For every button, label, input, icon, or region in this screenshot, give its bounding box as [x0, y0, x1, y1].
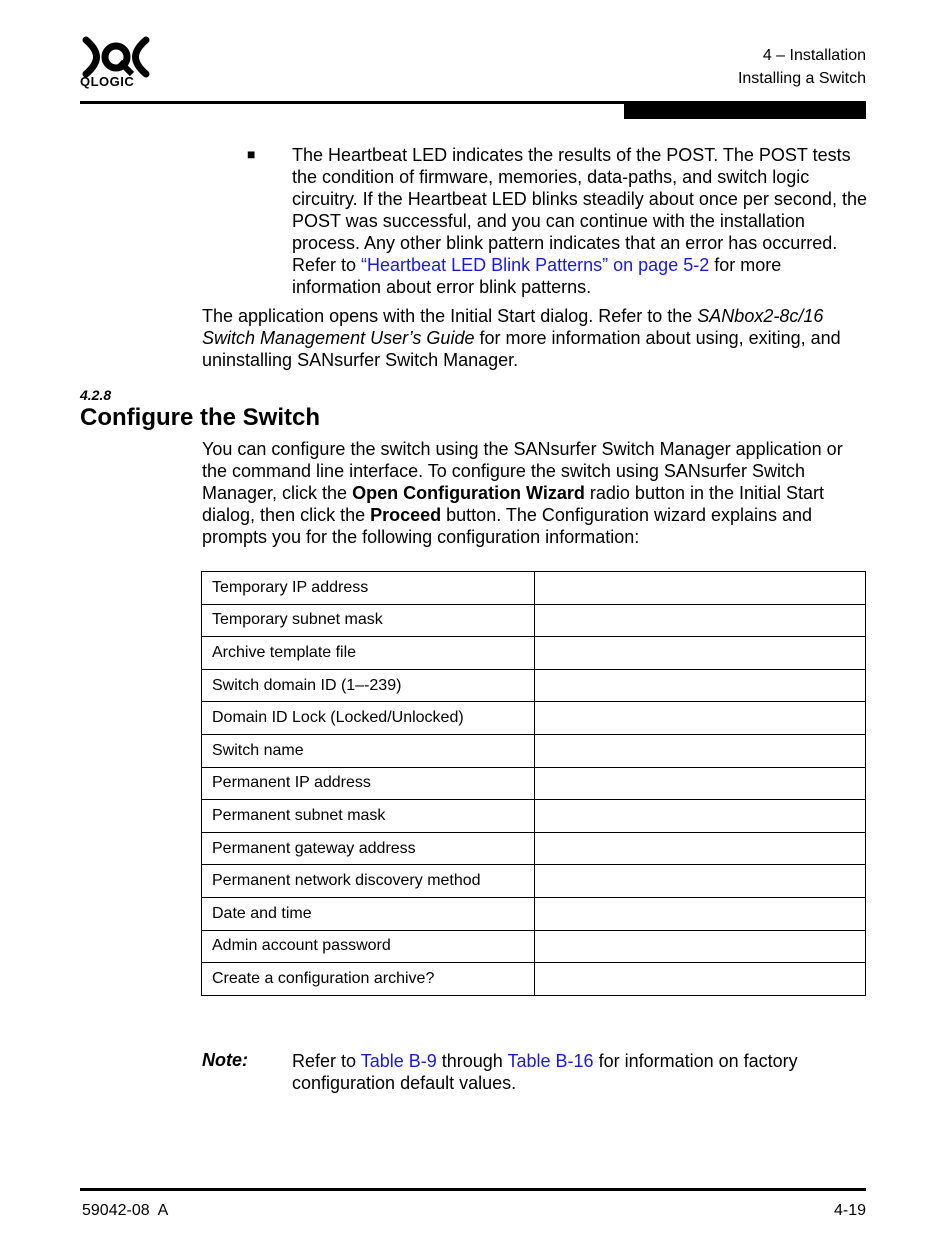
- table-cell: Temporary subnet mask: [202, 604, 535, 637]
- table-row: [202, 865, 866, 898]
- table-cell: Date and time: [202, 897, 535, 930]
- table-cell: Domain ID Lock (Locked/Unlocked): [202, 702, 535, 735]
- table-row: [202, 669, 866, 702]
- table-row: [202, 930, 866, 963]
- table-cell-empty: [535, 572, 866, 605]
- table-cell-empty: [535, 669, 866, 702]
- bullet-paragraph: The Heartbeat LED indicates the results of the POST. The POST tests the condition of firmware, memories, data-paths, and switch logic circuitry. If the Heartbeat LED blinks steadily about once per second, the POST was successful, and you can continue with the installation process. Any other blink pattern indicates that an error has occurred. Refer to “Heartbeat LED Blink Patterns” on page 5-2 for more information about error blink patterns.: [292, 145, 867, 297]
- table-cell-empty: [535, 963, 866, 996]
- table-cell-empty: [535, 702, 866, 735]
- table-cell: Archive template file: [202, 637, 535, 670]
- table-cell: Create a configuration archive?: [202, 963, 535, 996]
- header-chapter: 4 – Installation: [762, 47, 866, 64]
- header-section: Installing a Switch: [737, 70, 866, 87]
- table-row: [202, 963, 866, 996]
- table-row: [202, 572, 866, 605]
- table-cell-empty: [535, 604, 866, 637]
- table-cell-empty: [535, 865, 866, 898]
- table-cell-empty: [535, 800, 866, 833]
- table-cell: Permanent IP address: [202, 767, 535, 800]
- footer-rule: [80, 1188, 866, 1191]
- table-cell-empty: [535, 897, 866, 930]
- table-cell: Temporary IP address: [202, 572, 535, 605]
- table-cell-empty: [535, 767, 866, 800]
- table-row: [202, 800, 866, 833]
- bullet-square-icon: ■: [247, 146, 256, 162]
- footer-doc-number: 59042-08 A: [82, 1202, 169, 1219]
- table-cell: Permanent network discovery method: [202, 865, 535, 898]
- section-title: Configure the Switch: [80, 404, 320, 431]
- table-cell: Permanent subnet mask: [202, 800, 535, 833]
- table-cell: Permanent gateway address: [202, 832, 535, 865]
- table-row: [202, 767, 866, 800]
- configure-paragraph: You can configure the switch using the SANsurfer Switch Manager application or the command line interface. To configure the switch using SANsurfer Switch Manager, click the Open Configuration Wizard radio button in the Initial Start dialog, then click the Proceed button. The Configuration wizard explains and prompts you for the following configuration information:: [202, 439, 843, 547]
- header-bar: [624, 104, 866, 119]
- table-b16-link[interactable]: Table B-16: [507, 1051, 594, 1071]
- table-cell-empty: [535, 832, 866, 865]
- table-cell: Switch domain ID (1–-239): [202, 669, 535, 702]
- note-text: Refer to Table B-9 through Table B-16 for information on factory configuration default values.: [292, 1051, 798, 1093]
- table-cell-empty: [535, 734, 866, 767]
- note-label: Note:: [202, 1050, 248, 1070]
- table-row: [202, 637, 866, 670]
- table-row: [202, 832, 866, 865]
- table-row: [202, 734, 866, 767]
- table-b9-link[interactable]: Table B-9: [360, 1051, 437, 1071]
- configuration-table: [201, 571, 866, 996]
- table-cell-empty: [535, 637, 866, 670]
- footer-page-number: 4-19: [833, 1202, 866, 1219]
- logo-text: QLOGIC: [80, 74, 135, 89]
- section-number: 4.2.8: [80, 387, 112, 403]
- table-cell: Admin account password: [202, 930, 535, 963]
- table-row: [202, 897, 866, 930]
- heartbeat-blink-patterns-link[interactable]: “Heartbeat LED Blink Patterns” on page 5-2: [361, 255, 710, 275]
- table-row: [202, 604, 866, 637]
- initial-start-paragraph: The application opens with the Initial Start dialog. Refer to the SANbox2-8c/16 Switch Management User’s Guide for more information about using, exiting, and uninstalling SANsurfer Switch Manager.: [202, 306, 841, 370]
- table-row: [202, 702, 866, 735]
- table-cell-empty: [535, 930, 866, 963]
- table-cell: Switch name: [202, 734, 535, 767]
